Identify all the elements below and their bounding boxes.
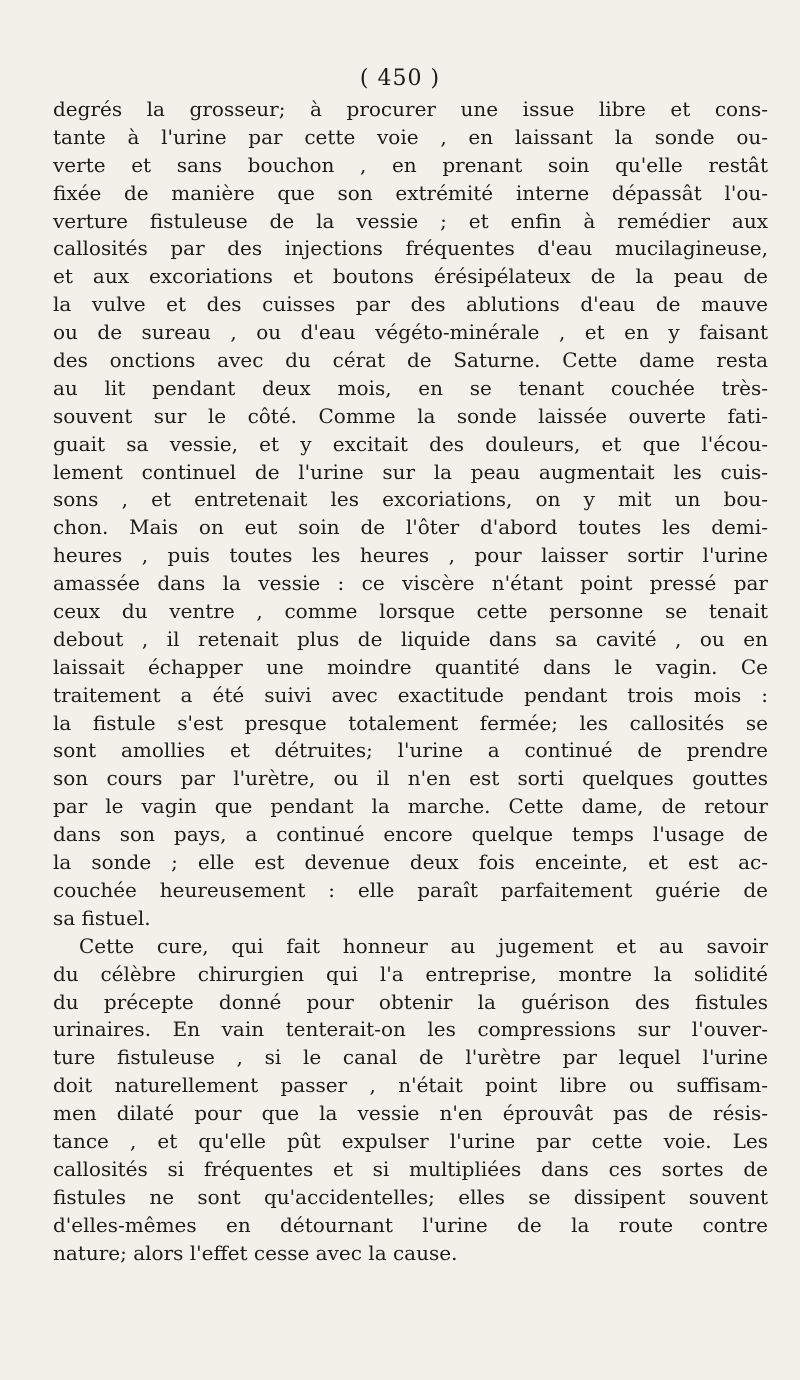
text-line: sons , et entretenait les excoriations, on y mit un bou-	[53, 487, 768, 512]
text-line: tante à l'urine par cette voie , en laissant la sonde ou-	[53, 124, 768, 149]
text-line: fixée de manière que son extrémité interne dépassât l'ou-	[53, 180, 768, 205]
text-line: doit naturellement passer , n'était point libre ou suffisam-	[53, 1073, 768, 1098]
text-line: debout , il retenait plus de liquide dans sa cavité , ou en	[53, 626, 768, 651]
text-line: amassée dans la vessie : ce viscère n'étant point pressé par	[53, 571, 768, 596]
text-line: laissait échapper une moindre quantité dans le vagin. Ce	[53, 654, 768, 679]
text-line: sa fistuel.	[53, 905, 151, 930]
text-line: tance , et qu'elle pût expulser l'urine par cette voie. Les	[53, 1128, 768, 1153]
text-line: fistules ne sont qu'accidentelles; elles se dissipent souvent	[53, 1184, 768, 1209]
page-number-header: ( 450 )	[359, 66, 441, 91]
text-line: la vulve et des cuisses par des ablutions d'eau de mauve	[53, 292, 768, 317]
text-line: et aux excoriations et boutons érésipélateux de la peau de	[53, 264, 768, 289]
text-line: verture fistuleuse de la vessie ; et enfin à remédier aux	[53, 208, 768, 233]
text-line: par le vagin que pendant la marche. Cette dame, de retour	[53, 794, 768, 819]
text-line: souvent sur le côté. Comme la sonde laissée ouverte fati-	[53, 403, 768, 428]
text-line: nature; alors l'effet cesse avec la cause.	[53, 1240, 458, 1265]
text-line: verte et sans bouchon , en prenant soin qu'elle restât	[53, 152, 768, 177]
text-line: ou de sureau , ou d'eau végéto-minérale , et en y faisant	[53, 320, 768, 345]
text-line: degrés la grosseur; à procurer une issue libre et cons-	[53, 97, 768, 121]
text-line: guait sa vessie, et y excitait des douleurs, et que l'écou-	[53, 431, 768, 456]
text-line: callosités si fréquentes et si multipliées dans ces sortes de	[53, 1156, 768, 1181]
body-text	[53, 96, 768, 1267]
text-line: couchée heureusement : elle paraît parfaitement guérie de	[53, 877, 768, 902]
text-line: du précepte donné pour obtenir la guérison des fistules	[53, 989, 768, 1014]
text-line: du célèbre chirurgien qui l'a entreprise, montre la solidité	[53, 961, 768, 986]
text-line: la fistule s'est presque totalement fermée; les callosités se	[53, 710, 768, 735]
text-line: men dilaté pour que la vessie n'en éprouvât pas de résis-	[53, 1101, 768, 1126]
text-line: lement continuel de l'urine sur la peau augmentait les cuis-	[53, 459, 768, 484]
text-line: la sonde ; elle est devenue deux fois enceinte, et est ac-	[53, 850, 768, 875]
text-line: son cours par l'urètre, ou il n'en est sorti quelques gouttes	[53, 766, 768, 791]
text-line: traitement a été suivi avec exactitude pendant trois mois :	[53, 682, 768, 707]
text-line: chon. Mais on eut soin de l'ôter d'abord toutes les demi-	[53, 515, 768, 540]
text-line: ceux du ventre , comme lorsque cette personne se tenait	[53, 599, 768, 624]
text-line: des onctions avec du cérat de Saturne. Cette dame resta	[53, 348, 768, 373]
text-line: sont amollies et détruites; l'urine a continué de prendre	[53, 738, 768, 763]
text-line: callosités par des injections fréquentes d'eau mucilagineuse,	[53, 236, 768, 261]
text-line: ture fistuleuse , si le canal de l'urètre par lequel l'urine	[53, 1045, 768, 1070]
text-line: au lit pendant deux mois, en se tenant couchée très-	[53, 375, 768, 400]
text-line: Cette cure, qui fait honneur au jugement et au savoir	[79, 933, 768, 958]
text-line: urinaires. En vain tenterait-on les compressions sur l'ouver-	[53, 1017, 768, 1042]
text-line: d'elles-mêmes en détournant l'urine de la route contre	[53, 1212, 768, 1237]
text-line: dans son pays, a continué encore quelque temps l'usage de	[53, 822, 768, 847]
text-line: heures , puis toutes les heures , pour laisser sortir l'urine	[53, 543, 768, 568]
